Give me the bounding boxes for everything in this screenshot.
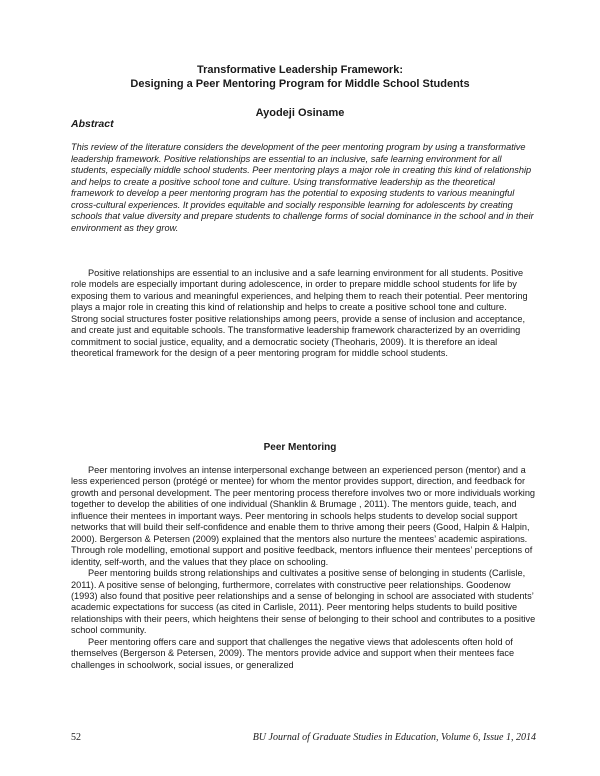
abstract-heading: Abstract	[71, 118, 114, 130]
body-paragraph: Peer mentoring offers care and support that challenges the negative views that adolescents often hold of themselves (Bergerson & Petersen, 2009). The mentors provide advice and support when their mentees face challenges in schoolwork, social issues, or generalized	[71, 636, 515, 670]
abstract-text: This review of the literature considers the development of the peer mentoring program by using a transformative leadership framework. Positive relationships are essential to an inclusive, safe learning environment for all students, especially middle school students. Peer mentoring plays a major role in creating this kind of relationship and helps to create a positive school tone and culture. Using transformative leadership as the theoretical framework to develop a peer mentoring program has the potential to exposing students to various meaningful cross-cultural experiences. It provides equitable and socially responsible learning for adolescents by creating schools that value diversity and prepare students to challenge forms of social dominance in the school and in their environment as they grow.	[71, 142, 534, 233]
body-paragraph: Peer mentoring builds strong relationships and cultivates a positive sense of belonging in students (Carlisle, 2011). A positive sense of belonging, furthermore, correlates with constructive peer relationships. Goodenow (1993) also found that positive peer relationships and a sense of belonging in school are associated with students’ academic expectations for success (as cited in Carlisle, 2011). Peer mentoring helps students to build positive relationships with their peers, which heightens their sense of belonging to their school and contributes to a positive school community.	[71, 568, 536, 636]
page-footer	[71, 732, 536, 746]
paper-title-line-1: Transformative Leadership Framework:	[196, 64, 403, 76]
body-section	[71, 465, 536, 671]
intro-paragraph: Positive relationships are essential to an inclusive and a safe learning environment for all students. Positive role models are especially important during adolescence, in order to prepare middle school students for life by exposing them to various and meaningful experiences, and helping them to reach their potential. Peer mentoring plays a major role in creating this kind of relationship and helps to create a positive school tone and culture. Strong social structures foster positive relationships among peers, provide a sense of inclusion and acceptance, and create just and equitable schools. The transformative leadership framework characterized by an overriding commitment to social justice, equality, and a democratic society (Theoharis, 2009). It is therefore an ideal theoretical framework for the design of a peer mentoring program for middle school students.	[71, 268, 528, 359]
intro-section	[71, 268, 536, 360]
section-heading: Peer Mentoring	[263, 442, 337, 453]
paper-title-line-2: Designing a Peer Mentoring Program for Middle School Students	[130, 78, 470, 90]
page-number: 52	[71, 732, 81, 743]
body-paragraph: Peer mentoring involves an intense interpersonal exchange between an experienced person (mentor) and a less experienced person (protégé or mentee) for whom the mentor provides support, direction, and feedback for growth and personal development. The peer mentoring process therefore involves two or more individuals working together to develop the abilities of one individual (Shanklin & Brumage , 2011). The mentors guide, teach, and influence their mentees in important ways. Peer mentoring in schools helps students to develop social support networks that will build their self-confidence and enable them to thrive among their peers (Good, Halpin & Halpin, 2000). Bergerson & Petersen (2009) explained that the mentors also nurture the mentees’ academic aspirations. Through role modelling, emotional support and positive feedback, mentors influence their mentees’ perceptions of identity, self-worth, and the values that they place on schooling.	[71, 465, 536, 567]
author-name: Ayodeji Osiname	[255, 107, 345, 119]
journal-citation: BU Journal of Graduate Studies in Education, Volume 6, Issue 1, 2014	[252, 732, 536, 743]
